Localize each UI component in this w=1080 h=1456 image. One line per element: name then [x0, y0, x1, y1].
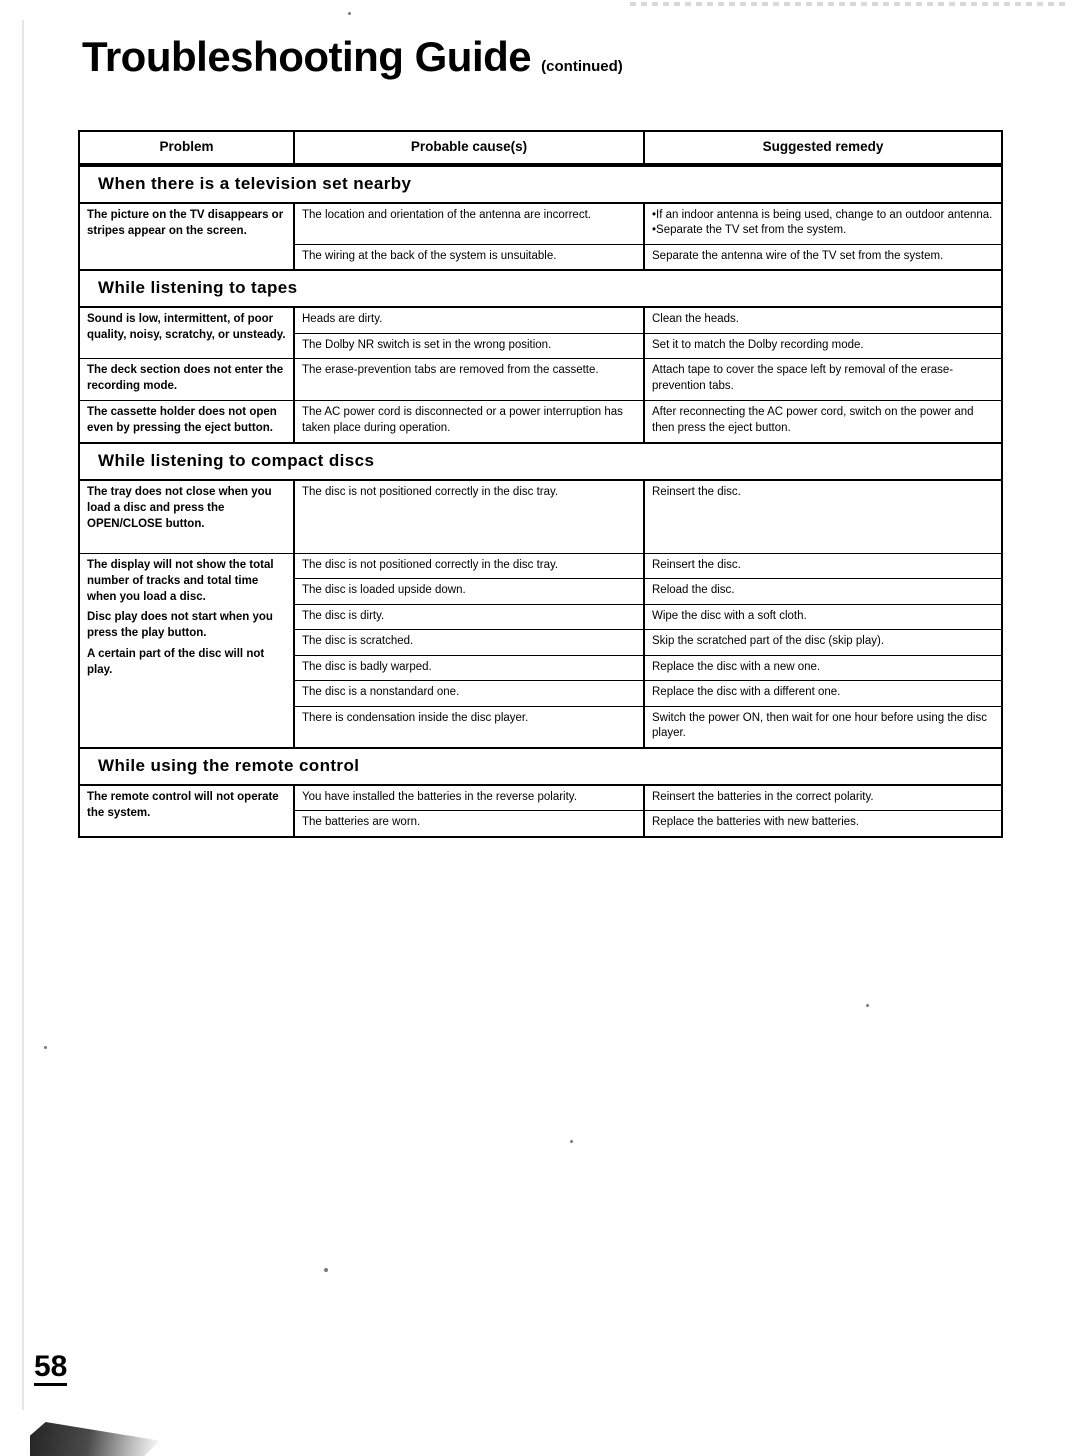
remedy-cell: Skip the scratched part of the disc (skip play). — [652, 635, 885, 648]
table-row — [80, 481, 1001, 554]
remedy-cell: Reinsert the disc. — [652, 485, 741, 498]
remedy-line: •If an indoor antenna is being used, change to an outdoor antenna. — [652, 208, 993, 221]
cause-cell: The disc is scratched. — [295, 630, 645, 655]
table-subrow — [295, 630, 1001, 656]
column-header-remedy: Suggested remedy — [762, 139, 884, 154]
column-header-cause: Probable cause(s) — [295, 132, 645, 163]
remedy-cell: Replace the disc with a new one. — [652, 660, 821, 673]
page-number: 58 — [34, 1352, 67, 1386]
cause-cell: The batteries are worn. — [295, 811, 645, 836]
problem-cell: The display will not show the total number of tracks and total time when you load a disc. — [87, 558, 274, 603]
section-heading-remote-control: While using the remote control — [98, 755, 360, 775]
page-title-continued-label: (continued) — [541, 58, 623, 75]
cause-cell: There is condensation inside the disc player. — [295, 707, 645, 747]
table-subrow — [295, 245, 1001, 270]
scan-speck — [570, 1140, 573, 1143]
section-heading-row — [80, 444, 1001, 481]
scan-artifact-left-edge — [22, 20, 24, 1410]
table-row — [80, 554, 1001, 749]
remedy-cell: Switch the power ON, then wait for one hour before using the disc player. — [652, 711, 987, 740]
table-row — [80, 786, 1001, 836]
remedy-cell: Reinsert the disc. — [652, 558, 741, 571]
troubleshooting-table — [78, 130, 1003, 838]
cause-cell: The wiring at the back of the system is unsuitable. — [295, 245, 645, 270]
problem-cell: The cassette holder does not open even by pressing the eject button. — [80, 401, 295, 442]
remedy-cell: Wipe the disc with a soft cloth. — [652, 609, 807, 622]
cause-cell: The AC power cord is disconnected or a power interruption has taken place during operation. — [295, 401, 645, 442]
scan-speck — [44, 1046, 47, 1049]
remedy-cell: After reconnecting the AC power cord, switch on the power and then press the eject button. — [652, 406, 974, 434]
scan-artifact-top — [630, 2, 1070, 6]
cause-cell: Heads are dirty. — [295, 308, 645, 333]
table-row — [80, 308, 1001, 359]
remedy-cell: Replace the disc with a different one. — [652, 686, 841, 699]
page-title — [82, 33, 623, 80]
cause-cell: The disc is a nonstandard one. — [295, 681, 645, 706]
cause-cell: The disc is dirty. — [295, 605, 645, 630]
scan-speck — [324, 1268, 328, 1272]
scan-artifact-corner — [30, 1422, 160, 1456]
section-heading-compact-discs: While listening to compact discs — [98, 450, 375, 470]
remedy-cell: Separate the antenna wire of the TV set from the system. — [652, 249, 944, 262]
table-subrow — [295, 707, 1001, 747]
problem-cell: A certain part of the disc will not play. — [87, 648, 265, 676]
table-subrow — [295, 681, 1001, 707]
scan-speck — [866, 1004, 869, 1007]
remedy-cell: Clean the heads. — [652, 313, 739, 326]
section-heading-television: When there is a television set nearby — [98, 173, 412, 193]
section-heading-tapes: While listening to tapes — [98, 278, 298, 298]
table-header-row — [80, 132, 1001, 165]
table-row — [80, 401, 1001, 444]
section-heading-row — [80, 749, 1001, 786]
table-subrow — [295, 605, 1001, 631]
problem-cell: The deck section does not enter the recording mode. — [80, 359, 295, 400]
section-heading-row — [80, 271, 1001, 308]
cause-cell: The disc is not positioned correctly in the disc tray. — [295, 554, 645, 579]
column-header-problem: Problem — [80, 132, 295, 163]
section-heading-row — [80, 165, 1001, 204]
table-subrow — [295, 656, 1001, 682]
table-subrow — [295, 786, 1001, 812]
cause-cell: You have installed the batteries in the reverse polarity. — [295, 786, 645, 811]
table-row — [80, 204, 1001, 272]
problem-cell: Disc play does not start when you press the play button. — [87, 611, 273, 640]
table-row — [80, 359, 1001, 401]
cause-cell: The location and orientation of the antenna are incorrect. — [295, 204, 645, 244]
cause-cell: The Dolby NR switch is set in the wrong position. — [295, 334, 645, 359]
table-subrow — [295, 308, 1001, 334]
table-subrow — [295, 811, 1001, 836]
remedy-cell: Set it to match the Dolby recording mode. — [652, 338, 864, 351]
cause-cell: The disc is badly warped. — [295, 656, 645, 681]
remedy-line: •Separate the TV set from the system. — [652, 224, 847, 237]
table-subrow — [295, 204, 1001, 245]
table-subrow — [295, 579, 1001, 605]
table-subrow — [295, 554, 1001, 580]
problem-cell: Sound is low, intermittent, of poor quality, noisy, scratchy, or unsteady. — [87, 313, 286, 342]
table-subrow — [295, 334, 1001, 359]
remedy-cell: Reinsert the batteries in the correct polarity. — [652, 790, 874, 803]
problem-cell: The picture on the TV disappears or stripes appear on the screen. — [87, 208, 284, 237]
remedy-cell: Reload the disc. — [652, 584, 735, 597]
page-title-text: Troubleshooting Guide — [82, 33, 532, 80]
cause-cell: The erase-prevention tabs are removed from the cassette. — [295, 359, 645, 400]
problem-cell: The tray does not close when you load a disc and press the OPEN/CLOSE button. — [80, 481, 295, 553]
remedy-cell: Attach tape to cover the space left by removal of the erase-prevention tabs. — [652, 364, 954, 392]
cause-cell: The disc is not positioned correctly in the disc tray. — [295, 481, 645, 553]
problem-cell: The remote control will not operate the system. — [87, 790, 279, 819]
remedy-cell — [645, 204, 1001, 244]
scan-speck — [348, 12, 351, 15]
cause-cell: The disc is loaded upside down. — [295, 579, 645, 604]
remedy-cell: Replace the batteries with new batteries. — [652, 816, 860, 829]
